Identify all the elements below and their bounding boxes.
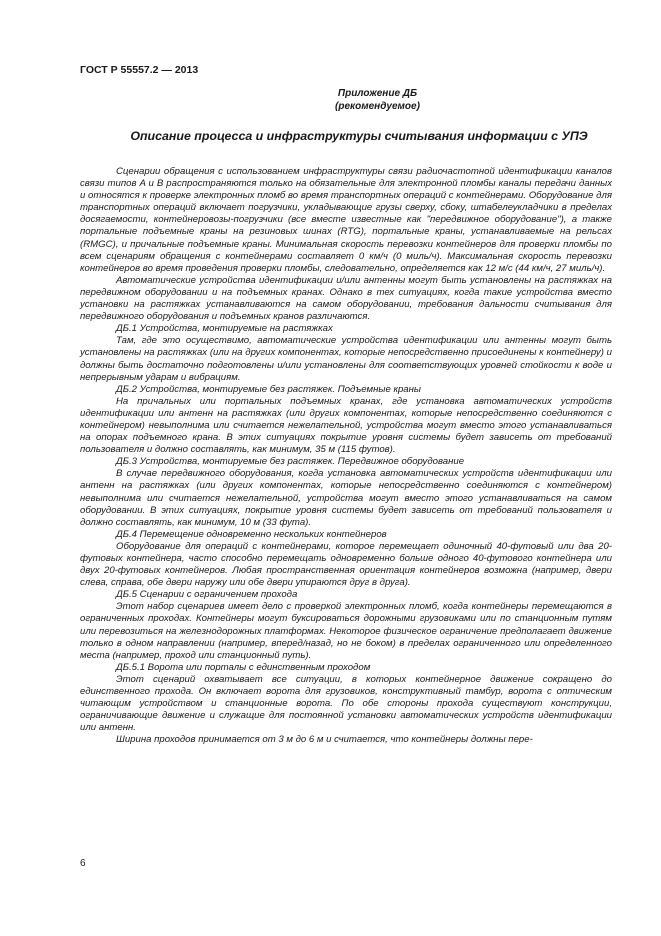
body-text (80, 166, 612, 747)
paragraph: Этот сценарий охватывает все ситуации, в которых контейнерное движение сокращено до единственного прохода. Он включает ворота для грузовиков, конструктивный тамбур, ворота с оптическим читающим устройством и станционные ворота. По обе стороны прохода существуют конструкции, ограничивающие движение и служащие для постоянной установки автоматических устройств идентификации или антенн. (80, 673, 612, 734)
appendix-title: Приложение ДБ (337, 88, 418, 99)
paragraph: Этот набор сценариев имеет дело с проверкой электронных пломб, когда контейнеры перемещаются в ограниченных проходах. Контейнеры могут буксироваться дорожными грузовиками или по станционным путям или перевозиться на железнодорожных платформах. Некоторое физическое ограничение предполагает движение только в одном направлении (например, вперед/назад, но не боком) в пределах ограниченного или определенного места (например, проход или станционный путь). (80, 601, 612, 661)
paragraph: Сценарии обращения с использованием инфраструктуры связи радиочастотной идентификации каналов связи типов A и B распространяются только на обязательные для электронной пломбы каналы передачи данных и относятся к проверке электронных пломб во время транспортных операций с контейнерами. Оборудование для транспортных операций включает погрузчики, укладывающие грузы сверху, сбоку, штабелеукладчики в пределах досягаемости, контейнеровозы-погрузчики (все вместе известные как "передвижное оборудование"), а также портальные подъемные краны на резиновых шинах (RTG), портальные краны, устанавливаемые на рельсах (RMGC), и причальные подъемные краны. Минимальная скорость перевозки контейнеров для проверки пломбы по всем сценариям обращения с контейнерами составляет 0 км/ч (0 миль/ч). Максимальная скорость перевозки контейнеров во время проведения проверки пломбы, следовательно, определяется как 12 м/с (44 км/ч, 27 миль/ч). (80, 166, 612, 274)
paragraph: Автоматические устройства идентификации и/или антенны могут быть установлены на растяжках на передвижном оборудовании и на подъемных кранах. Однако в тех ситуациях, когда такие устройства вместо установки на растяжках устанавливаются на самом оборудовании, требования дальности считывания для передвижного оборудования и подъемных кранов различаются. (80, 274, 612, 323)
section-heading: ДБ.2 Устройства, монтируемые без растяжек. Подъемные краны (116, 383, 421, 395)
appendix-label (300, 87, 455, 113)
paragraph: Там, где это осуществимо, автоматические устройства идентификации или антенны могут быть установлены на растяжках (или на других компонентах, которые непосредственно присоединены к контейнеру) и должны быть достаточно подготовлены и/или установлены для соответствующих уровней стойкости к воде и непрерывным ударам и вибрациям. (80, 335, 612, 383)
section-heading: ДБ.1 Устройства, монтируемые на растяжках (116, 323, 333, 335)
section-heading: ДБ.4 Перемещение одновременно нескольких контейнеров (116, 528, 387, 540)
appendix-status: (рекомендуемое) (335, 101, 420, 112)
paragraph: На причальных или портальных подъемных кранах, где установка автоматических устройств идентификации или антенн на растяжках (или других компонентах, которые непосредственно соединяются с контейнером) невыполнима или считается нежелательной, устройства могут вместо этого устанавливаться на опорах подъемного крана. В этих ситуациях покрытие уровня системы будет зависеть от требований пользователя и должно составлять, как минимум, 35 м (115 футов). (80, 395, 612, 456)
page-number: 6 (80, 858, 86, 869)
section-heading: ДБ.5.1 Ворота или порталы с единственным проходом (116, 661, 371, 673)
section-heading: ДБ.3 Устройства, монтируемые без растяжек. Передвижное оборудование (116, 456, 465, 468)
section-heading: ДБ.5 Сценарии с ограничением прохода (116, 589, 298, 601)
paragraph: Ширина проходов принимается от 3 м до 6 м и считается, что контейнеры должны пере- (116, 734, 533, 746)
document-header: ГОСТ Р 55557.2 — 2013 (80, 64, 199, 76)
appendix-heading: Описание процесса и инфраструктуры считывания информации с УПЭ (130, 129, 588, 143)
paragraph: Оборудование для операций с контейнерами, которое перемещает одиночный 40-футовый или два 20-футовых контейнера, часто способно перемещать одновременно больше одного 40-футового контейнера или двух 20-футовых контейнеров. Любая пространственная ориентация контейнеров возможна (например, двери слева, справа, обе двери наружу или обе двери упираются друг в друга). (80, 540, 612, 589)
paragraph: В случае передвижного оборудования, когда установка автоматических устройств идентификации или антенн на растяжках (или других компонентах, которые непосредственно соединяются с контейнером) невыполнима или считается нежелательной, устройства могут вместо этого устанавливаться на самом оборудовании. В этих ситуациях, покрытие уровня системы будет зависеть от требований пользователя и должно составлять, как минимум, 10 м (33 фута). (80, 468, 612, 528)
